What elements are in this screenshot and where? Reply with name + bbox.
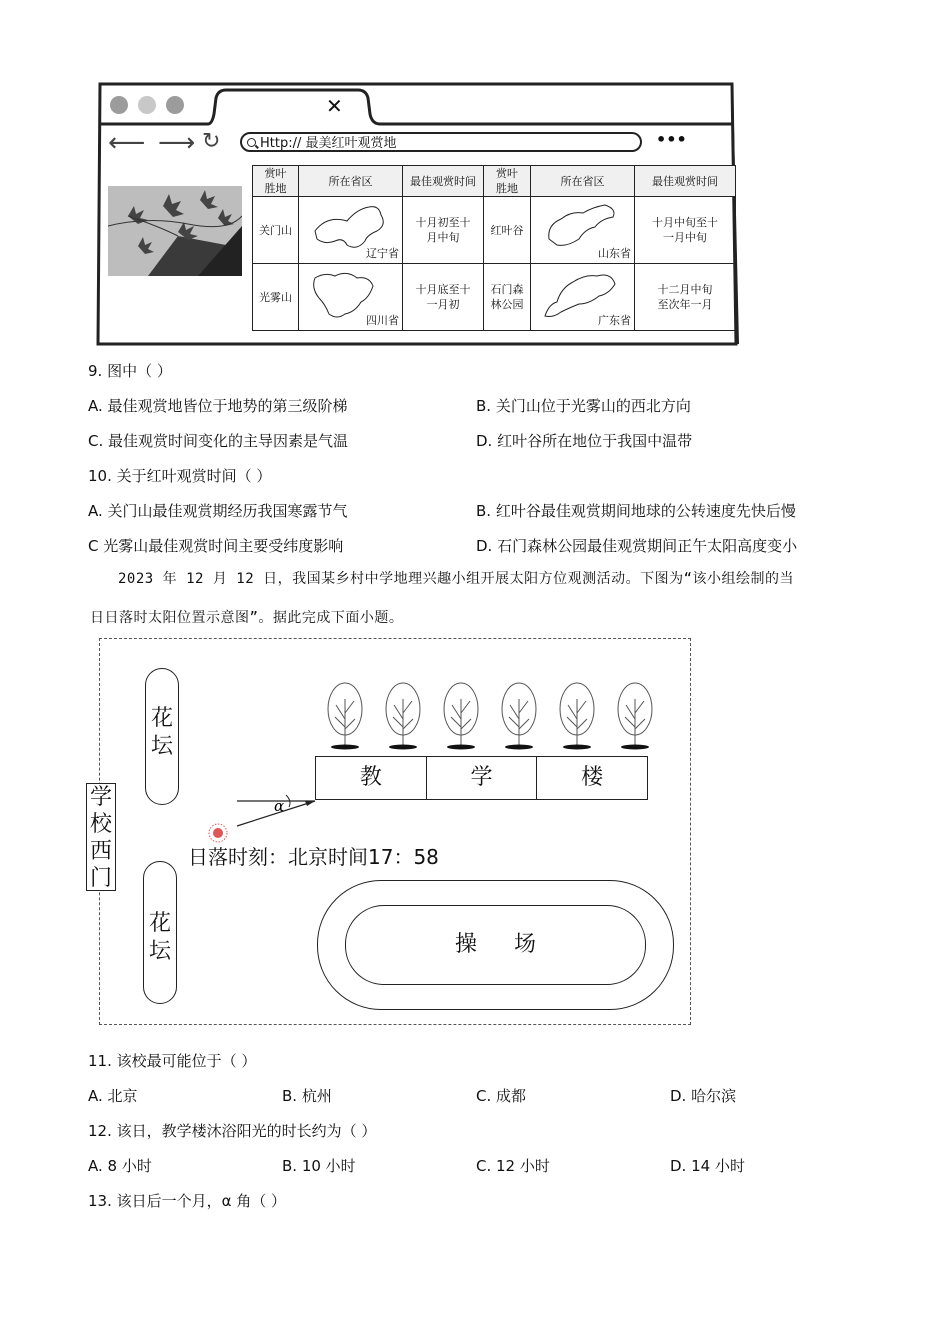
q10-option-a[interactable]: A. 关门山最佳观赏期经历我国寒露节气 bbox=[88, 502, 348, 520]
place-cell: 红叶谷 bbox=[484, 197, 531, 264]
col-header: 最佳观赏时间 bbox=[635, 166, 736, 197]
q11-stem: 11. 该校最可能位于（ ） bbox=[88, 1052, 257, 1070]
province-cell bbox=[531, 264, 635, 331]
refresh-icon[interactable]: ↻ bbox=[202, 129, 221, 154]
passage-line-2: 日日落时太阳位置示意图”。据此完成下面小题。 bbox=[90, 610, 404, 626]
q9-option-b[interactable]: B. 关门山位于光雾山的西北方向 bbox=[476, 397, 691, 415]
passage-line-1: 2023 年 12 月 12 日，我国某乡村中学地理兴趣小组开展太阳方位观测活动。下图为“该小组绘制的当 bbox=[118, 571, 794, 587]
q9-option-c[interactable]: C. 最佳观赏时间变化的主导因素是气温 bbox=[88, 432, 349, 450]
q12-option-c[interactable]: C. 12 小时 bbox=[476, 1157, 550, 1175]
table-row bbox=[253, 264, 736, 331]
address-text: Http:// 最美红叶观赏地 bbox=[260, 136, 397, 151]
flowerbed-top: 花 坛 bbox=[145, 668, 179, 805]
place-cell: 石门森林公园 bbox=[484, 264, 531, 331]
province-label: 山东省 bbox=[598, 247, 631, 260]
building-char: 学 bbox=[427, 757, 538, 799]
playground-label: 操 场 bbox=[345, 905, 646, 985]
building-char: 教 bbox=[316, 757, 427, 799]
province-label: 辽宁省 bbox=[366, 247, 399, 260]
playground-track bbox=[317, 880, 674, 1010]
window-dot-3 bbox=[166, 96, 184, 114]
province-label: 四川省 bbox=[366, 314, 399, 327]
q11-option-d[interactable]: D. 哈尔滨 bbox=[670, 1087, 737, 1105]
window-dot-1 bbox=[110, 96, 128, 114]
table-row bbox=[253, 197, 736, 264]
q10-option-b[interactable]: B. 红叶谷最佳观赏期间地球的公转速度先快后慢 bbox=[476, 502, 796, 520]
search-icon bbox=[247, 138, 256, 147]
q12-option-a[interactable]: A. 8 小时 bbox=[88, 1157, 152, 1175]
time-cell: 十二月中旬至次年一月 bbox=[635, 264, 736, 331]
sunset-diagram bbox=[99, 638, 691, 1025]
school-west-gate: 学 校 西 门 bbox=[86, 783, 116, 891]
forward-arrow-icon[interactable]: ⟶ bbox=[158, 128, 196, 158]
more-icon[interactable]: ••• bbox=[656, 130, 687, 149]
red-leaf-photo bbox=[108, 186, 242, 276]
q12-stem: 12. 该日，教学楼沐浴阳光的时长约为（ ） bbox=[88, 1122, 377, 1140]
province-cell bbox=[299, 264, 403, 331]
back-arrow-icon[interactable]: ⟵ bbox=[108, 128, 146, 158]
province-cell bbox=[299, 197, 403, 264]
province-label: 广东省 bbox=[598, 314, 631, 327]
q9-option-d[interactable]: D. 红叶谷所在地位于我国中温带 bbox=[476, 432, 693, 450]
col-header: 赏叶胜地 bbox=[264, 167, 287, 195]
q11-option-c[interactable]: C. 成都 bbox=[476, 1087, 527, 1105]
time-cell: 十月中旬至十一月中旬 bbox=[635, 197, 736, 264]
time-cell: 十月底至十一月初 bbox=[403, 264, 484, 331]
alpha-label: α bbox=[274, 797, 285, 815]
province-cell bbox=[531, 197, 635, 264]
red-leaf-table bbox=[252, 165, 736, 331]
time-cell: 十月初至十月中旬 bbox=[403, 197, 484, 264]
q10-stem: 10. 关于红叶观赏时间（ ） bbox=[88, 467, 272, 485]
window-dot-2 bbox=[138, 96, 156, 114]
address-bar[interactable] bbox=[240, 132, 642, 152]
place-cell: 光雾山 bbox=[253, 264, 299, 331]
sun-icon bbox=[209, 824, 227, 842]
col-header: 所在省区 bbox=[299, 166, 403, 197]
building-char: 楼 bbox=[581, 765, 604, 790]
col-header: 赏叶胜地 bbox=[496, 167, 518, 195]
place-cell: 关门山 bbox=[253, 197, 299, 264]
q12-option-d[interactable]: D. 14 小时 bbox=[670, 1157, 745, 1175]
q9-option-a[interactable]: A. 最佳观赏地皆位于地势的第三级阶梯 bbox=[88, 397, 348, 415]
close-icon[interactable]: ✕ bbox=[326, 94, 343, 118]
q11-option-b[interactable]: B. 杭州 bbox=[282, 1087, 332, 1105]
q12-option-b[interactable]: B. 10 小时 bbox=[282, 1157, 356, 1175]
col-header: 所在省区 bbox=[531, 166, 635, 197]
q10-option-c[interactable]: C 光雾山最佳观赏时间主要受纬度影响 bbox=[88, 537, 344, 555]
q11-option-a[interactable]: A. 北京 bbox=[88, 1087, 138, 1105]
col-header: 最佳观赏时间 bbox=[403, 166, 484, 197]
q9-stem: 9. 图中（ ） bbox=[88, 362, 172, 380]
sunset-time-label: 日落时刻：北京时间17：58 bbox=[188, 845, 439, 869]
flowerbed-bottom: 花 坛 bbox=[143, 861, 177, 1004]
q10-option-d[interactable]: D. 石门森林公园最佳观赏期间正午太阳高度变小 bbox=[476, 537, 798, 555]
q13-stem: 13. 该日后一个月，α 角（ ） bbox=[88, 1192, 287, 1210]
